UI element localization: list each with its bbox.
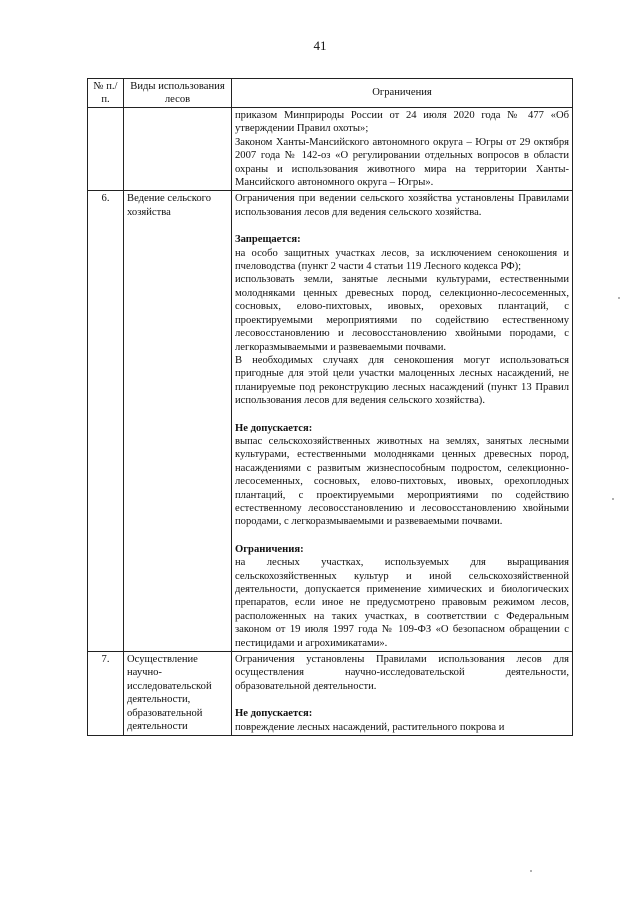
header-restrictions: Ограничения bbox=[232, 79, 573, 108]
not-allowed-heading: Не допускается: bbox=[235, 708, 313, 720]
continuation-text: Законом Ханты-Мансийского автономного округа – Югры от 29 октября 2007 года № 142-оз «О регулировании отдельных вопросов в области охраны и использования животного мира на территории Ханты-Мансийского автономного округа – Югры». bbox=[235, 136, 569, 189]
restrictions-cell bbox=[232, 652, 573, 736]
continuation-type-cell bbox=[124, 108, 232, 191]
scan-speck bbox=[530, 870, 532, 872]
not-allowed-text: повреждение лесных насаждений, растительного покрова и bbox=[235, 721, 505, 733]
restrictions-cell bbox=[232, 191, 573, 652]
continuation-num-cell bbox=[88, 108, 124, 191]
table-header-row bbox=[88, 79, 573, 108]
usage-type: Осуществление научно-исследовательской деятельности, образовательной деятельности bbox=[124, 652, 232, 736]
restrictions-table bbox=[87, 78, 573, 736]
continuation-text: приказом Минприроды России от 24 июля 2020 года № 477 «Об утверждении Правил охоты»; bbox=[235, 110, 569, 135]
row-number: 6. bbox=[88, 191, 124, 652]
page-number: 41 bbox=[313, 38, 327, 53]
header-usage-type: Виды использования лесов bbox=[124, 79, 232, 108]
table-row-7 bbox=[88, 652, 573, 736]
table-row-6 bbox=[88, 191, 573, 652]
prohibited-item: В необходимых случаях для сенокошения могут использоваться пригодные для этой цели участки малоценных лесных насаждений, не планируемые под реконструкцию лесных насаждений (пункт 13 Правил использования лесов для ведения сельского хозяйства). bbox=[235, 354, 569, 407]
restriction-intro: Ограничения установлены Правилами использования лесов для осуществления научно-исследовательской деятельности, образовательной деятельности. bbox=[235, 654, 569, 692]
not-allowed-text: выпас сельскохозяйственных животных на землях, занятых лесными культурами, естественными молодняками ценных древесных пород, насаждениями с развитым жизнеспособным подростом, селекционно-лесосеменных, сосновых, елово-пихтовых, ивовых, орехоплодных плантаций, с проектируемыми мероприятиями по содействию естественному лесовосстановлению и лесовосстановлению хвойными породами, с легкоразмываемыми и развеваемыми почвами. bbox=[235, 435, 569, 528]
prohibited-item: использовать земли, занятые лесными культурами, естественными молодняками ценных древесных пород, селекционно-лесосеменных, сосновых, елово-пихтовых, ивовых, ореховых плантаций, с проектируемыми мероприятиями по содействию естественному лесовосстановлению и лесовосстановлению хвойными породами, с легкоразмываемыми и развеваемыми почвами. bbox=[235, 274, 569, 353]
prohibited-heading: Запрещается: bbox=[235, 234, 301, 246]
prohibited-item: на особо защитных участках лесов, за исключением сенокошения и пчеловодства (пункт 2 части 4 статьи 119 Лесного кодекса РФ); bbox=[235, 247, 569, 273]
usage-type: Ведение сельского хозяйства bbox=[124, 191, 232, 652]
restriction-intro: Ограничения при ведении сельского хозяйства установлены Правилами использования лесов для ведения сельского хозяйства. bbox=[235, 193, 569, 218]
row-number: 7. bbox=[88, 652, 124, 736]
not-allowed-heading: Не допускается: bbox=[235, 422, 313, 434]
scan-speck bbox=[618, 297, 620, 299]
table-row-continuation bbox=[88, 108, 573, 191]
continuation-restrictions-cell bbox=[232, 108, 573, 191]
scan-speck bbox=[612, 498, 614, 500]
limits-text: на лесных участках, используемых для выращивания сельскохозяйственных культур и иной сельскохозяйственной деятельности, допускается применение химических и биологических препаратов, если иное не предусмотрено правовым режимом лесов, расположенных на таких участках, в соответствии с Федеральным законом от 19 июля 1997 года № 109-ФЗ «О безопасном обращении с пестицидами и агрохимикатами». bbox=[235, 557, 569, 649]
header-number: № п./п. bbox=[88, 79, 124, 108]
limits-heading: Ограничения: bbox=[235, 543, 304, 555]
